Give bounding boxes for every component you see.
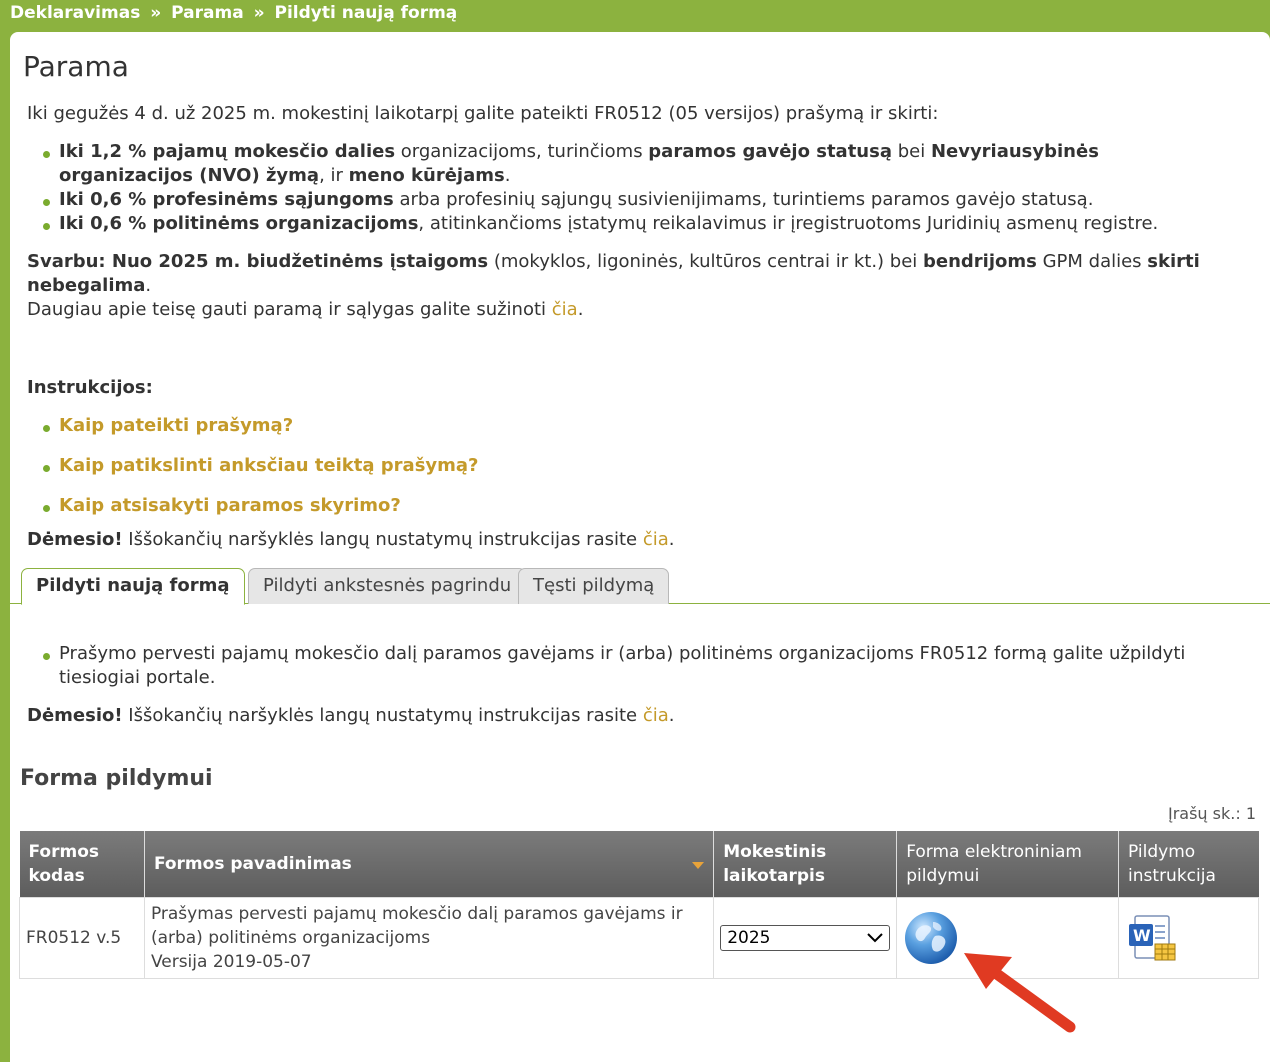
list-item: [27, 454, 1227, 478]
tab-continue[interactable]: Tęsti pildymą: [518, 568, 669, 604]
breadcrumb-separator: »: [253, 3, 265, 23]
cell-form-name: Prašymas pervesti pajamų mokesčio dalį paramos gavėjams ir (arba) politinėms organizacijoms Versija 2019-05-07: [144, 897, 713, 978]
tab-attention-link[interactable]: čia: [642, 705, 669, 726]
attention-note: Dėmesio! Iššokančių naršyklės langų nustatymų instrukcijas rasite čia.: [27, 529, 675, 550]
support-bullets: [27, 140, 1227, 236]
page-title: Parama: [23, 50, 129, 83]
word-document-icon[interactable]: [1127, 912, 1179, 964]
tab-bullets: [27, 642, 1227, 690]
column-header-electronic: Forma elektroniniam pildymui: [897, 831, 1119, 897]
record-count: Įrašų sk.: 1: [1167, 804, 1256, 823]
tab-content: [27, 642, 1227, 728]
breadcrumb-item-current: Pildyti naują formą: [274, 3, 458, 23]
instruction-link-cancel[interactable]: Kaip atsisakyti paramos skyrimo?: [59, 495, 401, 516]
form-section-title: Forma pildymui: [20, 766, 213, 791]
instructions-label: Instrukcijos:: [27, 377, 153, 398]
attention-link[interactable]: čia: [642, 529, 669, 550]
tab-based-on-previous[interactable]: Pildyti ankstesnės pagrindu: [248, 568, 526, 604]
column-header-code[interactable]: Formos kodas: [20, 831, 145, 897]
svg-text:W: W: [1133, 925, 1151, 945]
tab-attention-note: Dėmesio! Iššokančių naršyklės langų nustatymų instrukcijas rasite čia.: [27, 705, 675, 726]
content-panel: [10, 32, 1270, 1062]
column-header-period[interactable]: Mokestinis laikotarpis: [714, 831, 897, 897]
more-info: Daugiau apie teisę gauti paramą ir sąlygas galite sužinoti čia.: [27, 299, 584, 320]
tab-new-form[interactable]: Pildyti naują formą: [21, 568, 245, 605]
table-header-row: [20, 831, 1259, 897]
period-select[interactable]: [720, 925, 890, 951]
cell-form-code: FR0512 v.5: [20, 897, 145, 978]
intro-text: Iki gegužės 4 d. už 2025 m. mokestinį laikotarpį galite pateikti FR0512 (05 versijos) prašymą ir skirti:: [27, 103, 939, 124]
list-item: Iki 1,2 % pajamų mokesčio dalies organizacijoms, turinčioms paramos gavėjo statusą bei Nevyriausybinės organizacijos (NVO) žymą, ir meno kūrėjams.: [27, 140, 1227, 188]
instruction-link-correct[interactable]: Kaip patikslinti anksčiau teiktą prašymą?: [59, 455, 479, 476]
breadcrumb-item-parama[interactable]: Parama: [171, 3, 244, 23]
annotation-arrow-icon: [950, 947, 1090, 1042]
list-item: [27, 494, 1227, 518]
word-doc-graphic-icon: [1127, 912, 1179, 964]
list-item: [27, 414, 1227, 438]
breadcrumb-separator: »: [150, 3, 162, 23]
intro-section: [27, 102, 1227, 552]
sort-desc-icon: [692, 862, 704, 869]
period-select-value: 2025: [727, 927, 771, 948]
important-note: Svarbu: Nuo 2025 m. biudžetinėms įstaigoms (mokyklos, ligoninės, kultūros centrai ir kt.) bei bendrijoms GPM dalies skirti nebegalima.: [27, 251, 1200, 296]
column-header-instruction: Pildymo instrukcija: [1119, 831, 1259, 897]
breadcrumb: [0, 0, 1270, 28]
list-item: Iki 0,6 % politinėms organizacijoms, atitinkančioms įstatymų reikalavimus ir įregistruotoms Juridinių asmenų registre.: [27, 212, 1227, 236]
list-item: Prašymo pervesti pajamų mokesčio dalį paramos gavėjams ir (arba) politinėms organizacijoms FR0512 formą galite užpildyti tiesiogiai portale.: [27, 642, 1227, 690]
breadcrumb-item-deklaravimas[interactable]: Deklaravimas: [10, 3, 141, 23]
cell-period: [714, 897, 897, 978]
column-header-name[interactable]: Formos pavadinimas: [144, 831, 713, 897]
instruction-link-submit[interactable]: Kaip pateikti prašymą?: [59, 415, 294, 436]
cell-instruction: [1119, 897, 1259, 978]
instruction-links: [27, 414, 1227, 518]
more-info-link[interactable]: čia: [551, 299, 578, 320]
form-version: Versija 2019-05-07: [150, 951, 312, 972]
tab-bar: [10, 568, 1270, 604]
chevron-down-icon: [867, 933, 883, 943]
list-item: Iki 0,6 % profesinėms sąjungoms arba profesinių sąjungų susivienijimams, turintiems paramos gavėjo statusą.: [27, 188, 1227, 212]
